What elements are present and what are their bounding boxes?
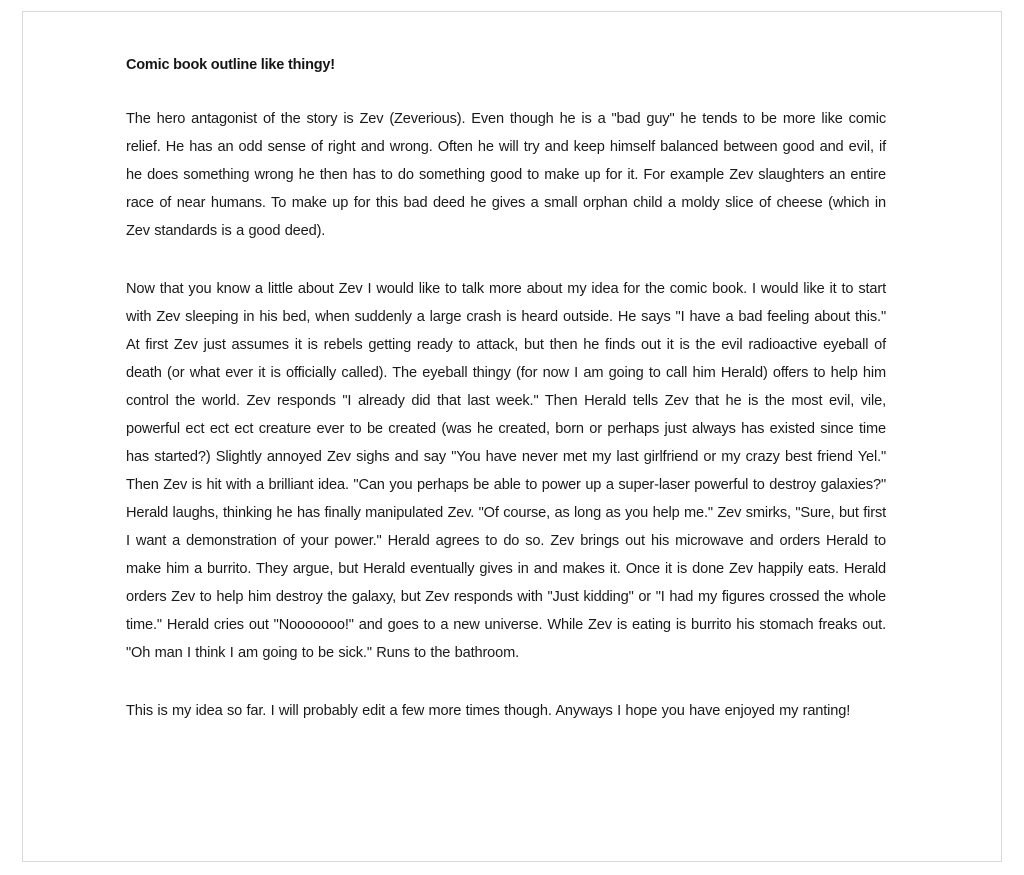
document-paragraph: This is my idea so far. I will probably edit a few more times though. Anyways I hope you have enjoyed my ranting!	[126, 703, 851, 719]
document-paragraph: The hero antagonist of the story is Zev (Zeverious). Even though he is a "bad guy" he tends to be more like comic relief. He has an odd sense of right and wrong. Often he will try and keep himself balanced between good and evil, if he does something wrong he then has to do something good to make up for it. For example Zev slaughters an entire race of near humans. To make up for this bad deed he gives a small orphan child a moldy slice of cheese (which in Zev standards is a good deed).	[126, 111, 886, 239]
document-paragraph: Now that you know a little about Zev I would like to talk more about my idea for the comic book. I would like it to start with Zev sleeping in his bed, when suddenly a large crash is heard outside. He says "I have a bad feeling about this." At first Zev just assumes it is rebels getting ready to attack, but then he finds out it is the evil radioactive eyeball of death (or what ever it is officially called). The eyeball thingy (for now I am going to call him Herald) offers to help him control the world. Zev responds "I already did that last week." Then Herald tells Zev that he is the most evil, vile, powerful ect ect ect creature ever to be created (was he created, born or perhaps just always has existed since time has started?) Slightly annoyed Zev sighs and say "You have never met my last girlfriend or my crazy best friend Yel." Then Zev is hit with a brilliant idea. "Can you perhaps be able to power up a super-laser powerful to destroy galaxies?" Herald laughs, thinking he has finally manipulated Zev. "Of course, as long as you help me." Zev smirks, "Sure, but first I want a demonstration of your power." Herald agrees to do so. Zev brings out his microwave and orders Herald to make him a burrito. They argue, but Herald eventually gives in and makes it. Once it is done Zev happily eats. Herald orders Zev to help him destroy the galaxy, but Zev responds with "Just kidding" or "I had my figures crossed the whole time." Herald cries out "Nooooooo!" and goes to a new universe. While Zev is eating is burrito his stomach freaks out. "Oh man I think I am going to be sick." Runs to the bathroom.	[126, 281, 886, 661]
document-page	[22, 11, 1002, 862]
document-title: Comic book outline like thingy!	[126, 57, 335, 73]
document-body	[126, 57, 886, 725]
